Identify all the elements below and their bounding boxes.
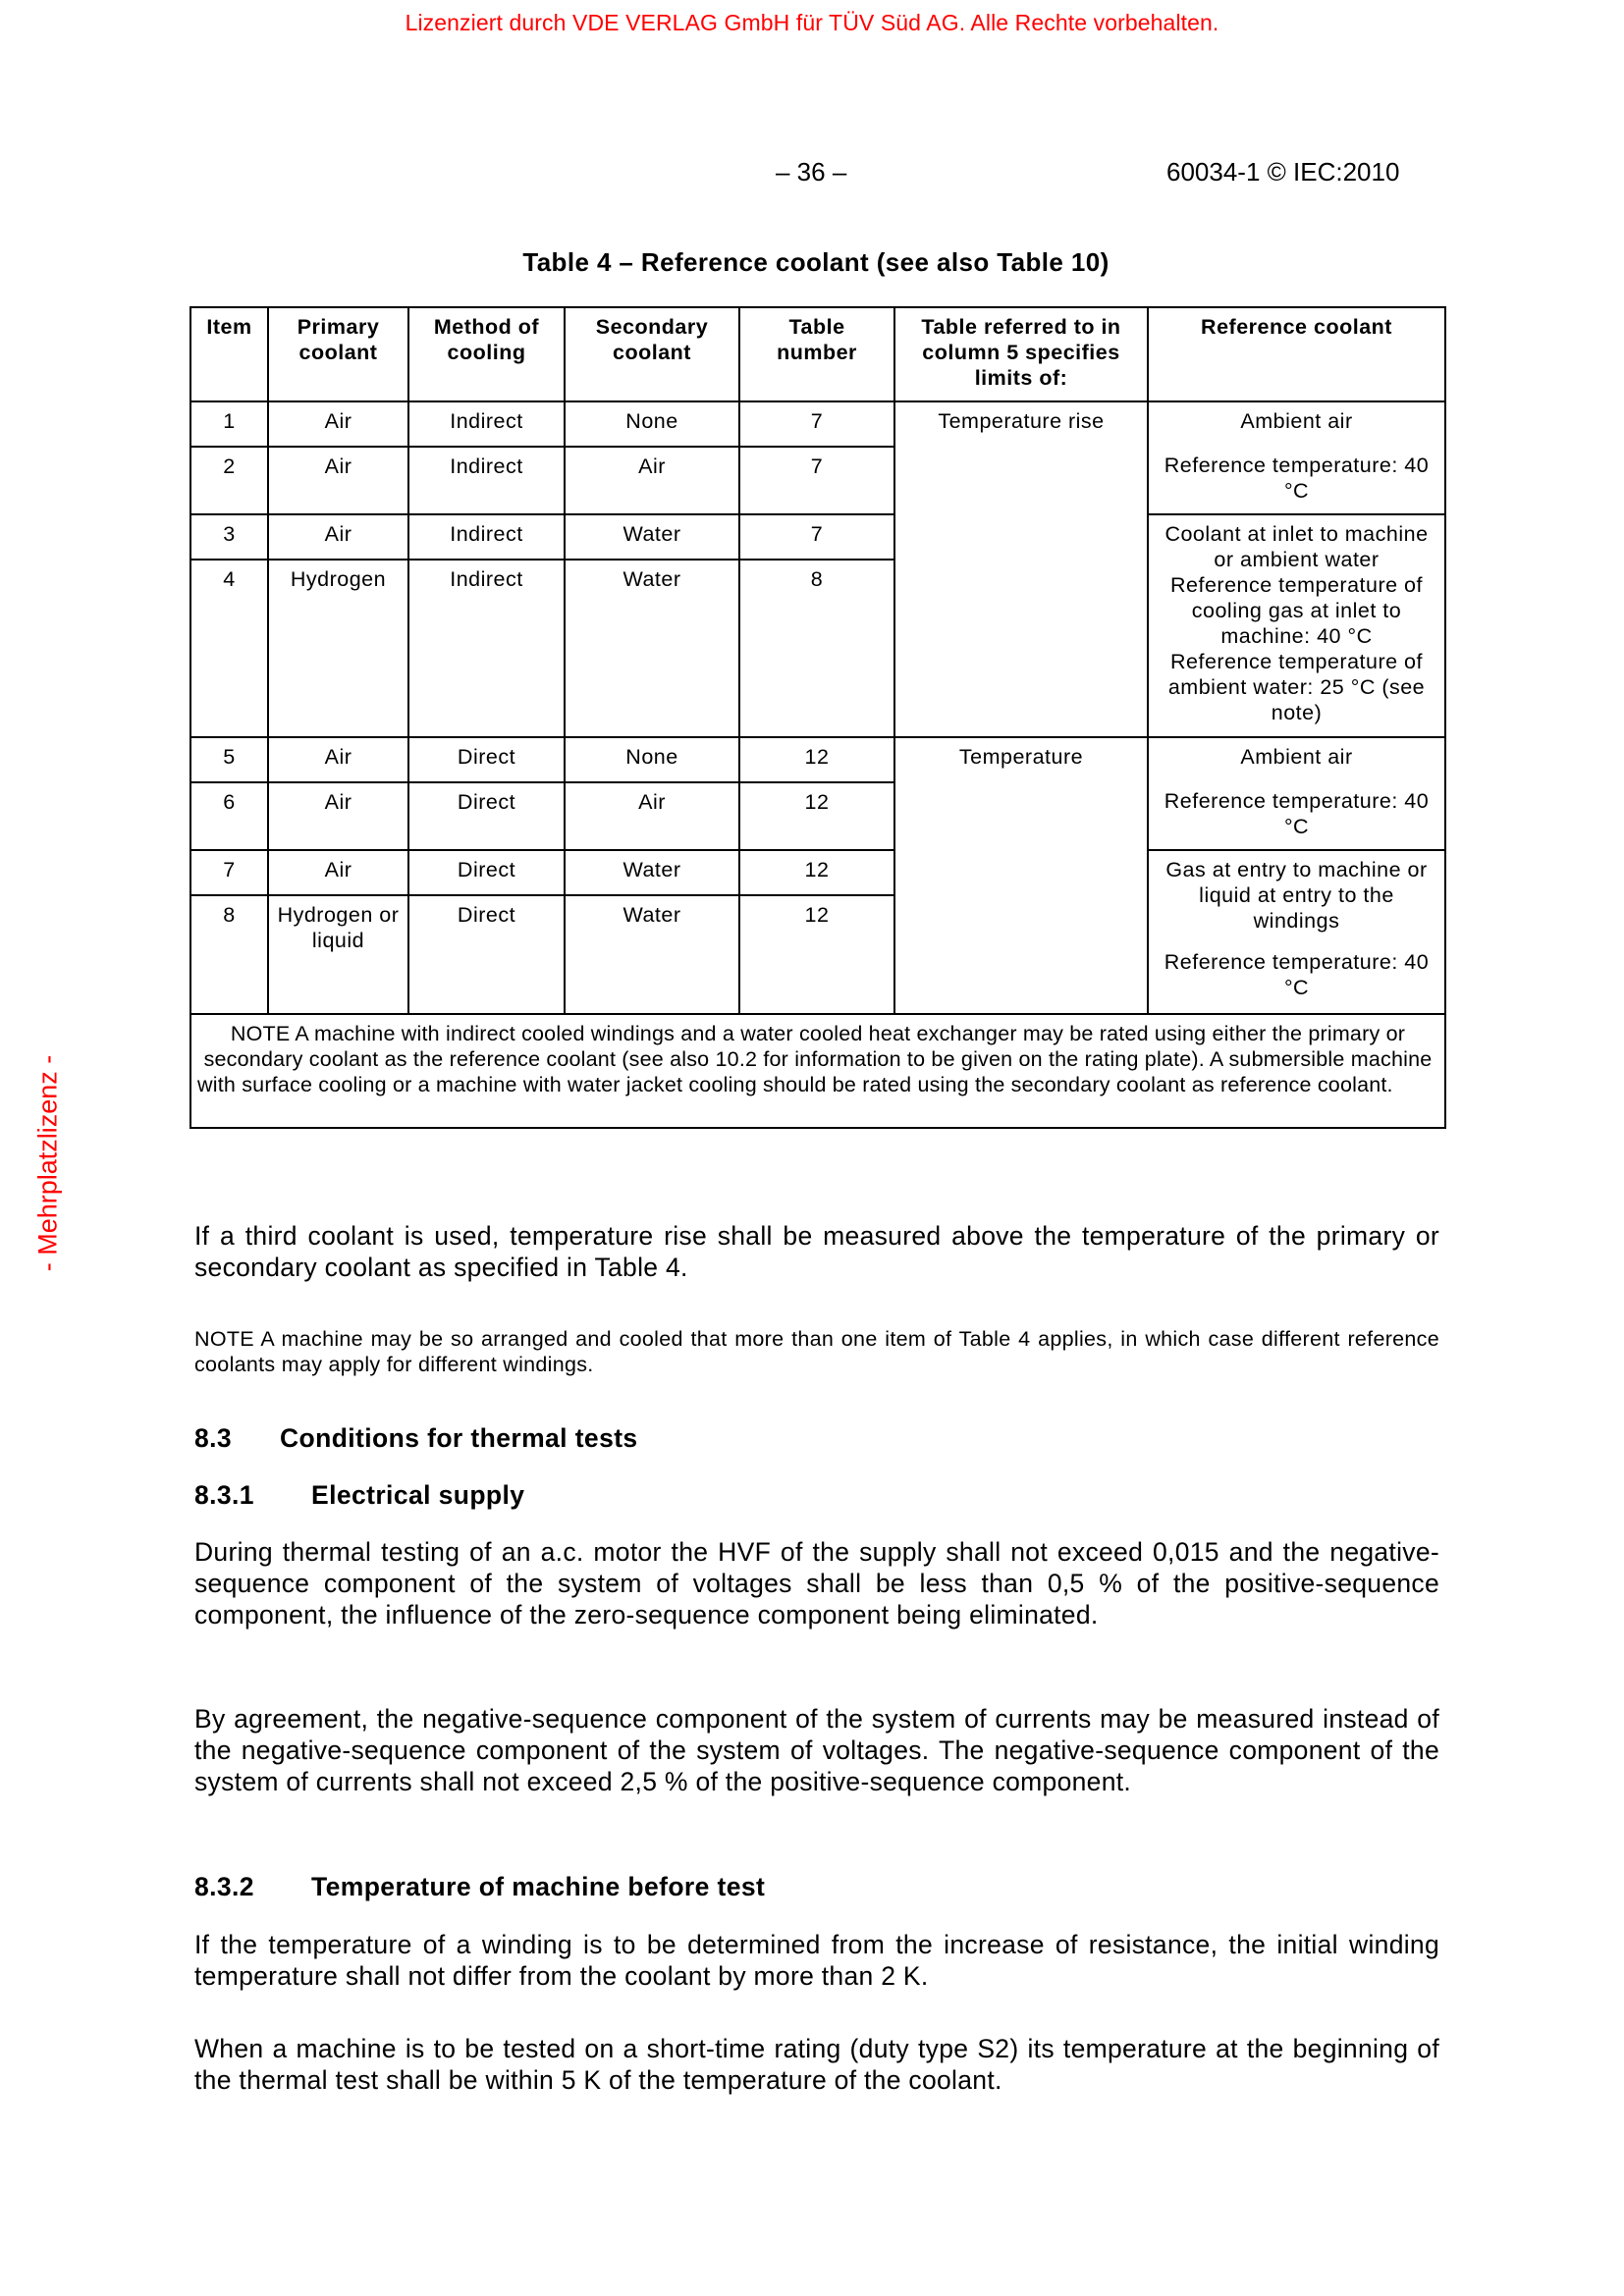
paragraph-resistance: If the temperature of a winding is to be determined from the increase of resistance, the initial winding temperature shall not differ from the coolant by more than 2 K. [194, 1930, 1439, 1991]
cell-reference-ambient-air: Ambient air [1148, 737, 1445, 782]
cell-item: 6 [190, 782, 268, 850]
cell-table-number: 8 [739, 560, 894, 737]
cell-primary-coolant: Air [268, 514, 408, 560]
reference-line: Reference temperature: 40 °C [1164, 950, 1430, 999]
cell-method: Indirect [408, 514, 565, 560]
table-row [190, 782, 1445, 850]
cell-item: 5 [190, 737, 268, 782]
cell-primary-coolant: Air [268, 737, 408, 782]
cell-table-number: 12 [739, 782, 894, 850]
cell-secondary-coolant: Air [565, 782, 739, 850]
paragraph-hvf: During thermal testing of an a.c. motor the HVF of the supply shall not exceed 0,015 and the negative-sequence component of the system of voltages shall be less than 0,5 % of the positive-sequence component, the influence of the zero-sequence component being eliminated. [194, 1537, 1439, 1629]
cell-primary-coolant: Hydrogen [268, 560, 408, 737]
cell-method: Direct [408, 737, 565, 782]
cell-secondary-coolant: None [565, 401, 739, 447]
paragraph-third-coolant: If a third coolant is used, temperature rise shall be measured above the temperature of the primary or secondary coolant as specified in Table 4. [194, 1221, 1439, 1282]
cell-secondary-coolant: Air [565, 447, 739, 514]
cell-primary-coolant: Air [268, 782, 408, 850]
paragraph-agreement: By agreement, the negative-sequence component of the system of currents may be measured instead of the negative-sequence component of the system of voltages. The negative-sequence component of the system of currents shall not exceed 2,5 % of the positive-sequence component. [194, 1704, 1439, 1796]
cell-primary-coolant: Hydrogen or liquid [268, 895, 408, 1014]
section-heading-8-3-1 [194, 1480, 524, 1511]
cell-secondary-coolant: None [565, 737, 739, 782]
cell-item: 1 [190, 401, 268, 447]
cell-table-number: 7 [739, 514, 894, 560]
cell-method: Indirect [408, 401, 565, 447]
cell-table-number: 7 [739, 401, 894, 447]
cell-item: 7 [190, 850, 268, 895]
cell-method: Direct [408, 850, 565, 895]
note-multiple-items: NOTE A machine may be so arranged and cooled that more than one item of Table 4 applies, in which case different reference coolants may apply for different windings. [194, 1327, 1439, 1376]
reference-line: Gas at entry to machine or liquid at entry to the windings [1165, 858, 1428, 933]
paragraph-short-time: When a machine is to be tested on a short-time rating (duty type S2) its temperature at the beginning of the thermal test shall be within 5 K of the temperature of the coolant. [194, 2034, 1439, 2095]
cell-secondary-coolant: Water [565, 895, 739, 1014]
table-note-row [190, 1014, 1445, 1128]
page-number: – 36 – [776, 157, 847, 187]
cell-method: Direct [408, 782, 565, 850]
cell-reference-temperature: Reference temperature: 40 °C [1148, 447, 1445, 514]
table-row [190, 737, 1445, 782]
cell-method: Indirect [408, 560, 565, 737]
table-row [190, 447, 1445, 514]
section-heading-8-3-2 [194, 1872, 765, 1902]
license-watermark: Lizenziert durch VDE VERLAG GmbH für TÜV Süd AG. Alle Rechte vorbehalten. [405, 10, 1219, 35]
cell-secondary-coolant: Water [565, 514, 739, 560]
column-header-reference-coolant: Reference coolant [1148, 307, 1445, 401]
section-number: 8.3 [194, 1423, 233, 1453]
column-header-table-number: Table number [739, 307, 894, 401]
cell-secondary-coolant: Water [565, 560, 739, 737]
table-row [190, 401, 1445, 447]
section-heading-8-3 [194, 1423, 638, 1454]
reference-line: Coolant at inlet to machine or ambient water [1164, 522, 1429, 571]
section-number: 8.3.1 [194, 1480, 254, 1510]
section-title: Temperature of machine before test [311, 1872, 766, 1901]
table-title: Table 4 – Reference coolant (see also Table 10) [522, 247, 1110, 277]
multi-user-license-watermark: - Mehrplatzlizenz - [32, 1054, 63, 1272]
cell-table-number: 12 [739, 737, 894, 782]
cell-table-number: 7 [739, 447, 894, 514]
table-row [190, 514, 1445, 560]
cell-method: Direct [408, 895, 565, 1014]
reference-coolant-table [189, 306, 1446, 1129]
cell-table-number: 12 [739, 850, 894, 895]
cell-primary-coolant: Air [268, 850, 408, 895]
column-header-item: Item [190, 307, 268, 401]
cell-method: Indirect [408, 447, 565, 514]
reference-line: Reference temperature of cooling gas at inlet to machine: 40 °C [1170, 573, 1423, 648]
table-note: NOTE A machine with indirect cooled windings and a water cooled heat exchanger may be rated using either the primary or secondary coolant as the reference coolant (see also 10.2 for information to be given on the rating plate). A submersible machine with surface cooling or a machine with water jacket cooling should be rated using the secondary coolant as reference coolant. [190, 1014, 1445, 1128]
cell-reference-coolant-inlet [1148, 514, 1445, 737]
section-title: Conditions for thermal tests [280, 1423, 638, 1453]
cell-reference-ambient-air: Ambient air [1148, 401, 1445, 447]
cell-reference-temperature: Reference temperature: 40 °C [1148, 782, 1445, 850]
cell-primary-coolant: Air [268, 447, 408, 514]
document-reference: 60034-1 © IEC:2010 [1166, 157, 1400, 187]
cell-item: 8 [190, 895, 268, 1014]
cell-item: 2 [190, 447, 268, 514]
table-header-row [190, 307, 1445, 401]
cell-limits-temperature: Temperature [894, 737, 1148, 1014]
cell-primary-coolant: Air [268, 401, 408, 447]
table-row [190, 850, 1445, 895]
cell-limits-temperature-rise: Temperature rise [894, 401, 1148, 737]
cell-item: 3 [190, 514, 268, 560]
cell-item: 4 [190, 560, 268, 737]
column-header-secondary-coolant: Secondary coolant [565, 307, 739, 401]
column-header-limits: Table referred to in column 5 specifies limits of: [894, 307, 1148, 401]
cell-secondary-coolant: Water [565, 850, 739, 895]
section-title: Electrical supply [311, 1480, 525, 1510]
section-number: 8.3.2 [194, 1872, 254, 1901]
column-header-primary-coolant: Primary coolant [268, 307, 408, 401]
column-header-method-of-cooling: Method of cooling [408, 307, 565, 401]
cell-reference-gas-entry [1148, 850, 1445, 1014]
reference-line: Reference temperature of ambient water: 25 °C (see note) [1167, 650, 1426, 724]
cell-table-number: 12 [739, 895, 894, 1014]
